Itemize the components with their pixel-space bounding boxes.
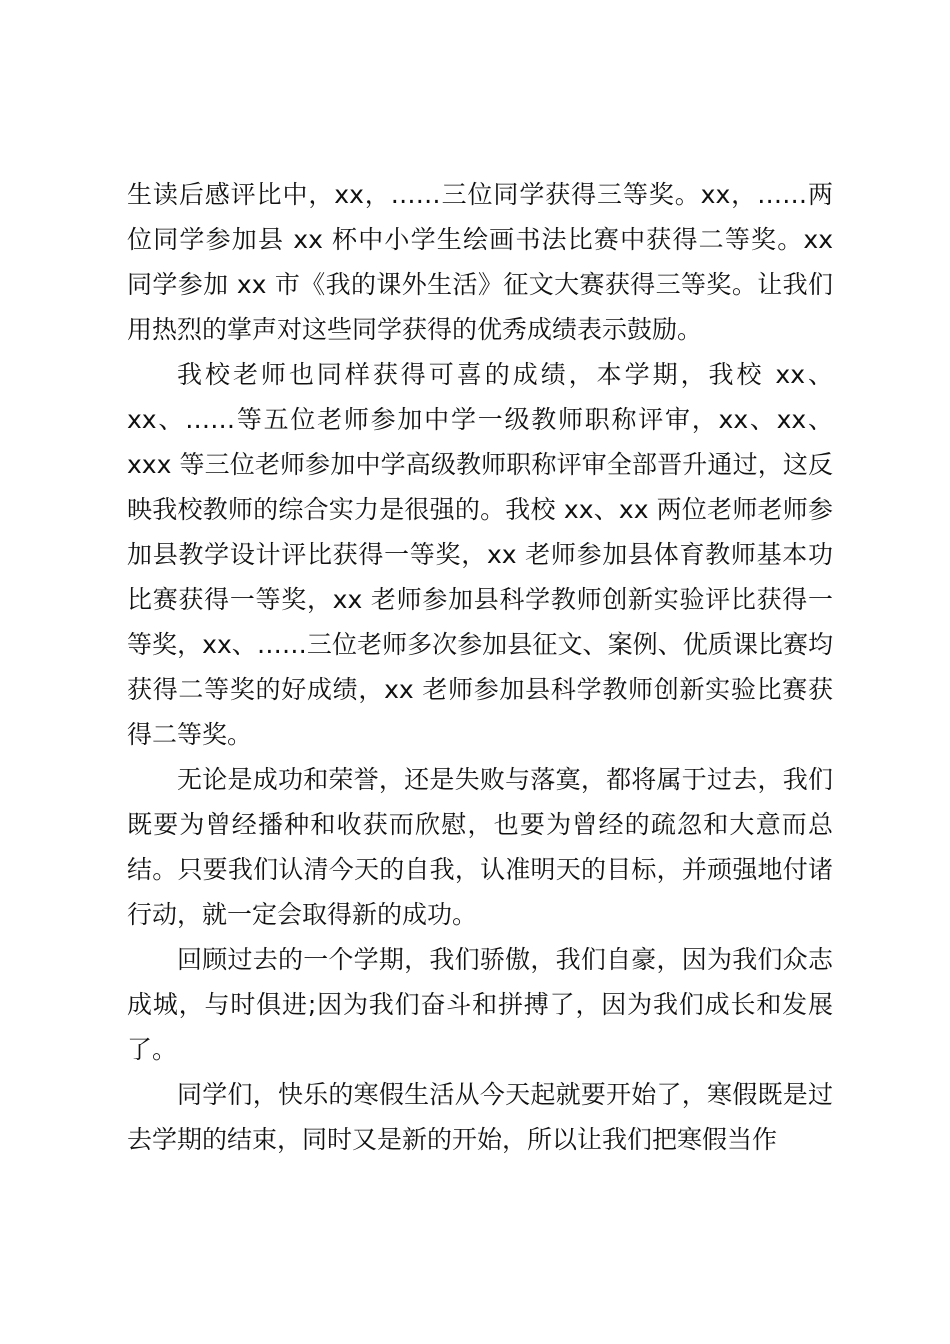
paragraph-review-semester: 回顾过去的一个学期，我们骄傲，我们自豪，因为我们众志成城，与时俱进;因为我们奋斗和拼搏了，因为我们成长和发展了。: [127, 945, 833, 1064]
paragraph-winter-vacation: 同学们，快乐的寒假生活从今天起就要开始了，寒假既是过去学期的结束，同时又是新的开始，所以让我们把寒假当作: [127, 1080, 833, 1154]
paragraph-awards-teachers: 我校老师也同样获得可喜的成绩，本学期，我校 xx、xx、……等五位老师参加中学一级教师职称评审，xx、xx、xxx 等三位老师参加中学高级教师职称评审全部晋升通过，这反映我校教师的综合实力是很强的。我校 xx、xx 两位老师老师参加县教学设计评比获得一等奖，xx 老师参加县体育教师基本功比赛获得一等奖，xx 老师参加县科学教师创新实验评比获得一等奖，xx、……三位老师多次参加县征文、案例、优质课比赛均获得二等奖的好成绩，xx 老师参加县科学教师创新实验比赛获得二等奖。: [127, 360, 833, 749]
document-body: [127, 172, 833, 1162]
paragraph-success-honor: 无论是成功和荣誉，还是失败与落寞，都将属于过去，我们既要为曾经播种和收获而欣慰，也要为曾经的疏忽和大意而总结。只要我们认清今天的自我，认准明天的目标，并顽强地付诸行动，就一定会取得新的成功。: [127, 765, 833, 929]
paragraph-awards-students: 生读后感评比中，xx，……三位同学获得三等奖。xx，……两位同学参加县 xx 杯中小学生绘画书法比赛中获得二等奖。xx 同学参加 xx 市《我的课外生活》征文大赛获得三等奖。让我们用热烈的掌声对这些同学获得的优秀成绩表示鼓励。: [127, 180, 833, 344]
